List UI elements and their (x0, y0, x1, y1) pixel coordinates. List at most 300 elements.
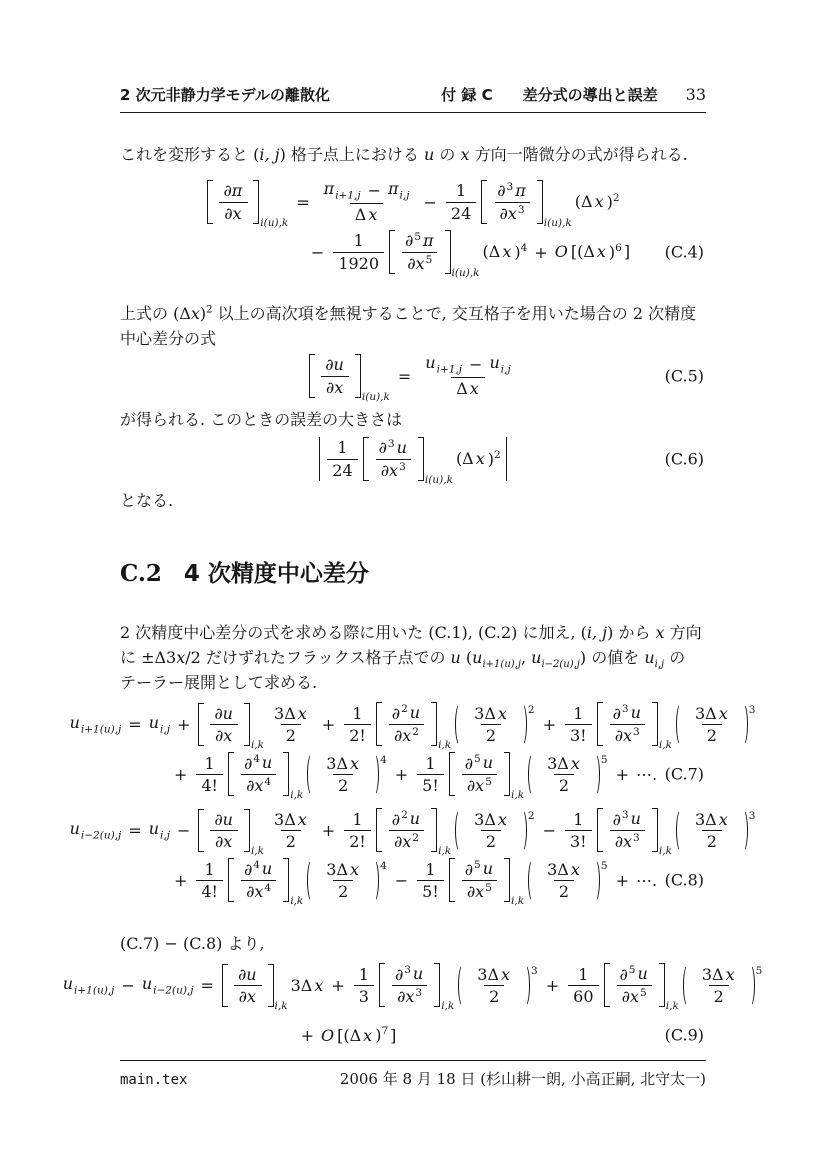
close-delimiter (431, 702, 437, 746)
close-delimiter (244, 703, 250, 746)
open-delimiter (604, 963, 610, 1007)
bracket-group (597, 808, 672, 858)
math-atom: ∂π (223, 181, 243, 201)
group-superscript: 2 (527, 809, 535, 822)
math-atom: x (469, 379, 479, 399)
math-atom: x (314, 975, 324, 995)
math-row: 2 (484, 985, 504, 1007)
bracket-group (222, 964, 288, 1012)
math-row (462, 880, 497, 903)
equation-line (120, 855, 706, 908)
math-atom: )$^6$ (608, 242, 622, 262)
bracket-group (604, 963, 679, 1013)
math-row (321, 859, 365, 880)
equation-line (120, 434, 706, 487)
math-atom: $u_{i,j}$ (148, 712, 170, 736)
math-atom: $\partial x^2$ (393, 725, 419, 746)
open-delimiter (528, 753, 538, 796)
fraction (460, 858, 499, 902)
open-delimiter (455, 703, 465, 746)
open-delimiter (676, 703, 686, 746)
math-atom: ∂$^3$ (612, 809, 629, 829)
math-operator: = (397, 366, 412, 386)
fraction (344, 703, 371, 746)
math-row (387, 808, 426, 830)
open-delimiter (481, 180, 487, 224)
group-subscript: i,k (290, 789, 304, 802)
close-delimiter (369, 859, 379, 902)
math-row (694, 964, 744, 1007)
math-atom: u (396, 438, 407, 458)
math-atom: x (475, 449, 485, 469)
math-atom: x (718, 703, 728, 723)
fraction (354, 964, 374, 1007)
math-row (472, 964, 516, 985)
bracket-group (389, 230, 480, 280)
fraction (269, 703, 313, 746)
paren-group (307, 859, 386, 902)
bracket-group (363, 437, 453, 487)
group-subscript: i(u),k (543, 217, 572, 230)
close-delimiter (745, 964, 755, 1007)
math-atom: $\partial x^4$ (246, 775, 272, 796)
math-operator: = (128, 714, 142, 734)
group-subscript: i,k (250, 844, 265, 857)
open-delimiter (307, 753, 317, 796)
math-row: 1 (337, 438, 348, 458)
math-row (236, 858, 281, 902)
math-operator: + (542, 714, 556, 734)
math-row (687, 809, 737, 852)
math-atom: ∂x (215, 831, 233, 851)
fraction (608, 702, 647, 746)
math-operator: − (121, 975, 135, 995)
close-delimiter (659, 963, 665, 1007)
math-row (466, 809, 516, 852)
math-row: 2 (554, 774, 574, 796)
math-row: 2 (281, 724, 301, 746)
math-atom: ∂$^4$ (243, 859, 260, 879)
math-row (389, 830, 424, 853)
math-atom: ∂$^5$ (619, 964, 636, 984)
math-atom: $\pi_{i,j}$ (388, 179, 410, 202)
math-row: 2 (281, 830, 301, 852)
fraction (472, 964, 516, 1007)
group-subscript: i,k (438, 739, 452, 752)
math-row (605, 808, 650, 852)
math-atom: ∂u (237, 964, 257, 984)
group-subscript: i,k (665, 1000, 679, 1013)
math-row (542, 753, 586, 774)
group-subscript: i,k (658, 739, 672, 752)
equation-number: (C.7) (664, 764, 704, 784)
math-row (62, 963, 765, 1013)
math-atom: ∂$^5$ (464, 859, 481, 879)
close-delimiter (445, 230, 451, 274)
math-atom: u (412, 964, 424, 984)
math-row (451, 377, 485, 399)
math-row (236, 752, 281, 796)
equation-number: (C.5) (664, 366, 704, 386)
bracket-group (481, 180, 572, 230)
open-delimiter (309, 354, 315, 397)
math-row (387, 702, 426, 724)
group-superscript: 5 (755, 964, 763, 977)
fraction (321, 753, 365, 796)
bracket-group (449, 858, 525, 908)
math-operator: + (615, 870, 629, 890)
fraction (239, 858, 278, 902)
math-operator: = (200, 975, 214, 995)
close-delimiter (738, 809, 748, 852)
math-atom: ⋯. (635, 870, 658, 890)
math-row (241, 774, 276, 797)
math-atom: 3Δ (274, 703, 296, 723)
fraction (697, 964, 741, 1007)
math-atom: 3Δ (547, 753, 569, 773)
math-row: 2 (481, 724, 501, 746)
math-atom: x (596, 242, 606, 262)
math-row: 1920 (333, 252, 384, 274)
math-atom: Δ (354, 205, 367, 225)
close-delimiter (517, 809, 527, 852)
math-atom: $u_{i,j}$ (489, 353, 511, 376)
equation-number: (C.4) (664, 242, 704, 262)
math-row (218, 180, 248, 201)
math-row: 1 (352, 809, 363, 829)
math-row: 2 (702, 830, 722, 852)
math-row (384, 808, 429, 852)
math-row (690, 809, 734, 830)
close-delimiter (268, 964, 274, 1007)
group-subscript: i,k (658, 845, 672, 858)
math-atom: $\partial x^3$ (614, 831, 640, 852)
math-row (168, 858, 658, 908)
page-header (120, 84, 706, 113)
math-operator: + (173, 764, 188, 784)
fraction (469, 703, 513, 746)
running-title-right (441, 84, 706, 105)
math-row (610, 724, 645, 747)
open-delimiter (319, 437, 320, 481)
math-row: 1 (455, 181, 467, 201)
paragraph-intro: これを変形すると (i, j) 格子点上における u の x 方向一階微分の式が得られる. (120, 145, 688, 164)
math-row (608, 702, 647, 724)
math-row: 4! (196, 774, 223, 796)
math-atom: ∂u (214, 703, 233, 723)
math-row (420, 352, 515, 377)
close-delimiter (537, 180, 543, 224)
math-atom: 3Δ (326, 859, 349, 879)
equation-line (120, 227, 706, 280)
fraction (400, 230, 439, 274)
footer-filename: main.tex (120, 1072, 188, 1088)
math-atom: x (363, 1025, 373, 1045)
math-atom: ⋯. (635, 764, 658, 784)
math-row (239, 858, 278, 880)
math-atom: x (368, 205, 378, 225)
fraction (469, 809, 513, 852)
math-row (206, 809, 242, 852)
close-delimiter (504, 858, 510, 902)
bracket-group (207, 180, 289, 229)
math-atom: $u_{i+1(u),j}$ (69, 712, 122, 736)
math-row (469, 809, 513, 830)
fraction (690, 703, 734, 746)
math-atom: $\partial x^3$ (499, 203, 525, 223)
open-delimiter (449, 858, 455, 902)
math-row: 60 (568, 985, 598, 1007)
close-delimiter (283, 858, 289, 902)
close-delimiter (253, 180, 259, 223)
group-subscript: i(u),k (424, 474, 453, 487)
math-row (400, 230, 439, 252)
math-row: 2 (554, 880, 574, 902)
math-atom: ∂$^2$ (391, 703, 408, 723)
fraction (608, 808, 647, 852)
math-atom: ∂$^3$ (612, 703, 629, 723)
close-delimiter (738, 703, 748, 746)
fraction (269, 809, 313, 852)
math-row: 1 (358, 964, 369, 984)
math-row: 1 (425, 753, 436, 773)
math-atom: x (501, 964, 511, 984)
equation-C7 (69, 699, 756, 802)
math-atom: x (570, 859, 580, 879)
math-row (539, 753, 589, 796)
paren-group (676, 809, 755, 852)
math-row (319, 178, 415, 203)
equation-line (120, 177, 706, 230)
math-atom: ∂$^2$ (391, 809, 408, 829)
group-subscript: i,k (274, 999, 288, 1012)
group-superscript: 4 (380, 859, 387, 872)
open-delimiter (363, 437, 369, 481)
equation-line (120, 1010, 706, 1060)
equation-line (120, 749, 706, 802)
math-atom: ] (623, 242, 631, 262)
fraction (615, 963, 654, 1007)
math-atom: ∂$^3$ (497, 180, 514, 201)
equation-line (120, 351, 706, 401)
math-operator: − (176, 820, 191, 840)
math-row: 1 (352, 703, 363, 723)
math-row: 2! (344, 830, 371, 852)
section-heading (120, 559, 706, 589)
math-atom: $\partial x^2$ (393, 831, 419, 852)
math-atom: )$^2$ (487, 449, 501, 469)
math-row (457, 752, 502, 796)
fraction (460, 752, 499, 796)
math-atom: (Δ (455, 449, 474, 469)
math-row (209, 703, 239, 724)
math-atom: x (350, 859, 360, 879)
math-operator: − (394, 870, 409, 890)
math-operator: = (128, 820, 142, 840)
page-content (62, 0, 763, 1060)
math-row (492, 180, 531, 202)
math-atom: ∂$^4$ (243, 753, 260, 773)
math-atom: $\partial x^3$ (380, 460, 406, 480)
fraction (492, 180, 531, 224)
math-atom: 3Δ (326, 753, 349, 773)
close-delimiter (652, 702, 658, 746)
math-row (539, 859, 589, 902)
math-row (215, 180, 251, 223)
math-row (615, 963, 654, 985)
math-atom: $\partial x^3$ (397, 986, 423, 1007)
math-operator: − (542, 820, 556, 840)
math-operator: − (310, 242, 325, 262)
math-row (317, 437, 509, 487)
math-atom: ∂x (238, 986, 256, 1006)
page-number: 33 (685, 85, 706, 104)
math-atom: u (637, 964, 648, 984)
fraction (320, 354, 350, 397)
math-row: 1 (578, 964, 589, 984)
fraction (196, 859, 223, 902)
math-row (317, 354, 353, 397)
close-delimiter (283, 752, 289, 796)
math-atom: π (515, 181, 526, 201)
math-atom: 3Δ (701, 964, 724, 984)
math-row: 4! (196, 880, 223, 902)
math-operator: + (394, 764, 409, 784)
math-atom: u (482, 753, 494, 773)
group-superscript: 2 (527, 703, 535, 716)
math-row: 2 (481, 830, 501, 852)
math-atom: $u_{i+1(u),j}$ (62, 973, 115, 997)
math-row (241, 880, 276, 903)
open-delimiter (198, 703, 204, 746)
math-row: 5! (417, 774, 444, 796)
math-row: 2! (344, 724, 371, 746)
close-delimiter (652, 808, 658, 852)
paragraph-error-intro: が得られる. このときの誤差の大きさは (120, 410, 403, 429)
math-atom: 3Δ (474, 809, 496, 829)
fraction (209, 703, 239, 746)
open-delimiter (528, 859, 538, 902)
math-row (371, 437, 416, 481)
fraction (387, 702, 426, 746)
math-operator: − (367, 181, 382, 201)
math-row (295, 1025, 398, 1045)
math-atom: ∂$^5$ (405, 230, 421, 251)
math-atom: $u_{i-2(u),j}$ (69, 818, 122, 842)
math-atom: x (718, 809, 728, 829)
math-row (690, 703, 734, 724)
fraction (542, 753, 586, 796)
paragraph-subtract: (C.7) − (C.8) より, (120, 934, 265, 954)
math-operator: + (615, 764, 629, 784)
footer-date-authors: 2006 年 8 月 18 日 (杉山耕一朗, 小高正嗣, 北守太一) (339, 1070, 706, 1088)
math-operator: − (423, 192, 437, 212)
math-row (206, 703, 242, 746)
close-delimiter (517, 703, 527, 746)
math-row: 1 (573, 703, 584, 723)
math-atom: $\partial x^5$ (621, 986, 647, 1007)
math-row (210, 830, 238, 852)
open-delimiter (449, 752, 455, 796)
bracket-group (376, 702, 452, 752)
fraction (333, 230, 384, 273)
math-row (469, 964, 519, 1007)
math-row (210, 724, 238, 746)
math-row: 1 (204, 753, 215, 773)
math-row (460, 858, 499, 880)
math-row: 2 (333, 774, 353, 796)
bracket-group (228, 858, 304, 908)
bracket-group (449, 752, 525, 802)
paren-group (455, 809, 534, 852)
math-row (219, 202, 247, 224)
appendix-title: 付 録 C 差分式の導出と誤差 (441, 86, 658, 104)
math-atom: 3Δ (477, 964, 500, 984)
math-row (374, 437, 413, 459)
math-row (168, 752, 658, 802)
bracket-group (228, 752, 304, 802)
math-row (321, 376, 349, 398)
math-atom: x (594, 192, 604, 212)
math-row: 1 (204, 859, 215, 879)
page-footer (120, 1060, 706, 1089)
math-row (233, 964, 263, 985)
fraction (417, 753, 444, 796)
math-atom: 3Δ (290, 975, 313, 995)
open-delimiter (379, 963, 385, 1007)
math-atom: 3Δ (694, 809, 717, 829)
math-atom: u (482, 859, 494, 879)
close-delimiter (590, 753, 600, 796)
math-row (307, 352, 518, 403)
math-operator: + (321, 820, 336, 840)
paren-group (528, 753, 607, 796)
math-row: 3 (354, 985, 374, 1007)
group-subscript: i,k (511, 895, 525, 908)
math-atom: x (497, 703, 507, 723)
math-row: 2 (333, 880, 353, 902)
close-delimiter (504, 752, 510, 796)
fraction (239, 752, 278, 796)
paren-group (458, 964, 537, 1007)
open-delimiter (597, 808, 603, 852)
math-operator: + (173, 870, 188, 890)
math-atom: ∂$^3$ (394, 964, 411, 984)
math-row (457, 858, 502, 902)
equation-C5 (120, 351, 706, 401)
open-delimiter (222, 964, 228, 1007)
math-atom: ∂x (325, 377, 344, 397)
fraction (565, 703, 592, 746)
paragraph-second-order: 上式の $(\Delta x)^2$ 以上の高次項を無視することで, 交互格子を用いた場合の 2 次精度 中心差分の式 (120, 304, 697, 348)
equation-C4 (120, 177, 706, 280)
group-superscript: 3 (748, 809, 756, 822)
paren-group (528, 859, 607, 902)
math-row (387, 963, 432, 1007)
math-atom: $\partial x^5$ (407, 253, 433, 273)
math-row (617, 985, 652, 1008)
math-atom: u (630, 703, 641, 723)
group-subscript: i,k (511, 789, 525, 802)
close-delimiter (369, 753, 379, 796)
fraction (542, 859, 586, 902)
math-row (605, 702, 650, 746)
math-atom: x (350, 753, 360, 773)
math-atom: $u_{i,j}$ (148, 818, 170, 842)
math-row (542, 859, 586, 880)
math-atom: u (261, 859, 273, 879)
math-row (69, 808, 758, 858)
